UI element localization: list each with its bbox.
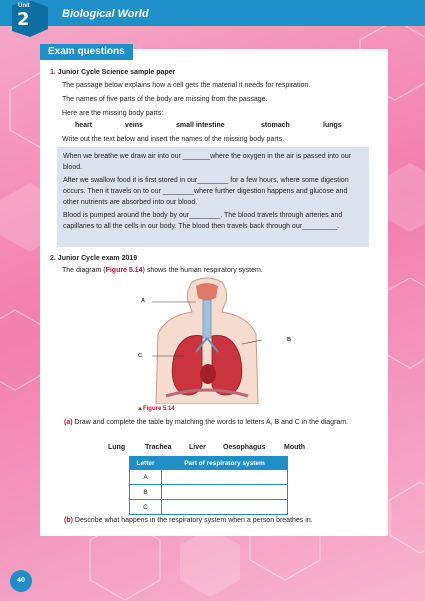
question-1-line-3: Here are the missing body parts: xyxy=(62,110,164,117)
question-2-heading xyxy=(50,253,370,264)
part-a-label: (a) xyxy=(64,419,73,426)
page-number: 40 xyxy=(10,570,32,592)
part-b-text: Describe what happens in the respiratory system when a person breathes in. xyxy=(74,517,313,524)
question-1-instruction: Write out the text below and insert the names of the missing body parts. xyxy=(62,136,285,143)
chapter-title: Biological World xyxy=(62,8,149,20)
word-heart: heart xyxy=(75,122,93,129)
unit-label: Unit xyxy=(18,3,30,9)
figure-label-b: B xyxy=(287,337,291,343)
triangle-icon: ▲ xyxy=(137,406,143,412)
part-b-label: (b) xyxy=(64,517,73,524)
figure-caption-text: Figure 5.14 xyxy=(142,406,175,412)
table-cell-answer[interactable] xyxy=(162,470,288,485)
table-cell-letter: B xyxy=(130,485,162,500)
question-1-line-2: The names of five parts of the body are missing from the passage. xyxy=(62,96,268,103)
figure-caption xyxy=(137,406,175,412)
respiratory-system-diagram xyxy=(152,276,262,404)
question-2-title: Junior Cycle exam 2019 xyxy=(57,255,138,262)
question-1-line-1: The passage below explains how a cell gets the material it needs for respiration. xyxy=(62,82,311,89)
figure-reference-link: Figure 5.14 xyxy=(105,267,143,274)
table-header-row xyxy=(130,457,288,470)
word-lung: Lung xyxy=(108,444,126,451)
question-2-intro xyxy=(62,265,372,276)
trachea xyxy=(203,300,211,338)
question-1-number: 1. xyxy=(50,69,56,76)
word-liver: Liver xyxy=(189,444,206,451)
part-a-text: Draw and complete the table by matching the words to letters A, B and C in the diagram. xyxy=(74,419,349,426)
table-cell-answer[interactable] xyxy=(162,500,288,515)
respiratory-table xyxy=(129,456,288,515)
figure-label-a: A xyxy=(141,298,145,304)
question-1-title: Junior Cycle Science sample paper xyxy=(57,69,176,76)
word-trachea: Trachea xyxy=(145,444,172,451)
word-mouth: Mouth xyxy=(284,444,305,451)
passage-paragraph-1: When we breathe we draw air into our _______where the oxygen in the air is passed into our blood. xyxy=(63,153,351,171)
word-small-intestine: small intestine xyxy=(176,122,225,129)
fill-in-passage xyxy=(57,147,369,247)
word-lungs: lungs xyxy=(323,122,342,129)
table-cell-answer[interactable] xyxy=(162,485,288,500)
question-1-heading xyxy=(50,67,370,78)
table-row xyxy=(130,485,288,500)
nasal-cavity xyxy=(196,283,218,300)
word-stomach: stomach xyxy=(261,122,290,129)
heart xyxy=(200,364,216,384)
passage-paragraph-3: Blood is pumped around the body by our________. The blood travels through arteries and capillaries to all the cells in our body. The blood then travels back through our_________. xyxy=(63,212,343,230)
unit-number: 2 xyxy=(17,9,30,30)
passage-paragraph-2: After we swallow food it is first stored in our________ for a few hours, where some digestion occurs. Then it travels on to our ________where further digestion happens and glucose and other nutrients are absorbed into our blood. xyxy=(63,177,349,206)
part-a xyxy=(64,417,364,428)
table-row xyxy=(130,470,288,485)
table-cell-letter: C xyxy=(130,500,162,515)
table-row xyxy=(130,500,288,515)
figure-label-c: C xyxy=(138,353,142,359)
section-title: Exam questions xyxy=(40,44,133,60)
table-header-letter: Letter xyxy=(130,457,162,470)
word-veins: veins xyxy=(125,122,143,129)
question-2-number: 2. xyxy=(50,255,56,262)
part-b xyxy=(64,517,364,524)
word-oesophagus: Oesophagus xyxy=(223,444,266,451)
intro-prefix: The diagram ( xyxy=(62,267,106,274)
table-header-part: Part of respiratory system xyxy=(162,457,288,470)
table-cell-letter: A xyxy=(130,470,162,485)
intro-suffix: ) shows the human respiratory system. xyxy=(142,267,263,274)
unit-badge-icon xyxy=(8,1,52,37)
